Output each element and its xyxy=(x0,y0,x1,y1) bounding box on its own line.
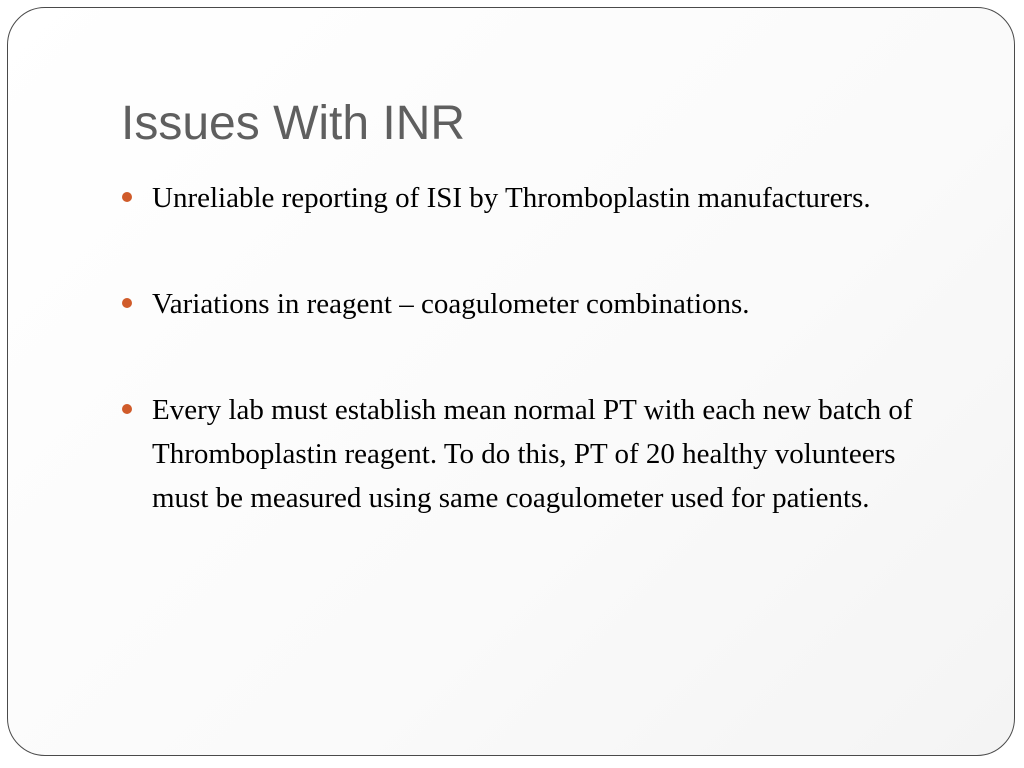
bullet-item-mean-normal-pt xyxy=(121,388,921,520)
slide-title: Issues With INR xyxy=(121,97,466,150)
bullet-dot-icon xyxy=(122,192,132,202)
bullet-text: Unreliable reporting of ISI by Thromboplastin manufacturers. xyxy=(152,182,871,214)
bullet-list xyxy=(121,176,921,520)
bullet-item-reagent-variations xyxy=(121,282,921,326)
bullet-text: Variations in reagent – coagulometer combinations. xyxy=(152,288,750,320)
bullet-dot-icon xyxy=(122,404,132,414)
bullet-dot-icon xyxy=(122,298,132,308)
slide-frame xyxy=(7,7,1015,756)
bullet-text: Every lab must establish mean normal PT with each new batch of Thromboplastin reagent. To do this, PT of 20 healthy volunteers must be measured using same coagulometer used for patients. xyxy=(152,394,913,514)
bullet-item-isi-reporting xyxy=(121,176,921,220)
